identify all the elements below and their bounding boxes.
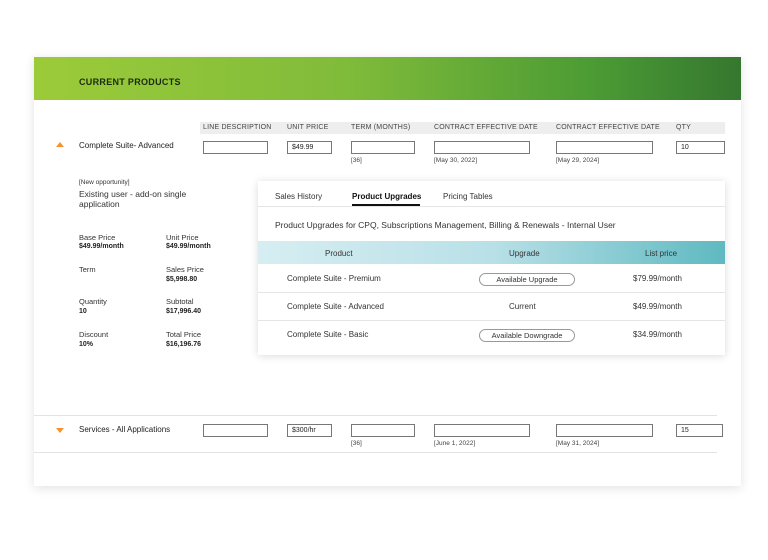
product-details-panel: [258, 181, 725, 355]
tab-pricing-tables[interactable]: Pricing Tables: [443, 192, 493, 201]
panel-title: Product Upgrades for CPQ, Subscriptions Management, Billing & Renewals - Internal User: [275, 220, 616, 230]
line-description-input[interactable]: [203, 141, 268, 154]
total-price-label: Total Price: [166, 330, 202, 339]
qty-input[interactable]: 10: [676, 141, 725, 154]
th-product: Product: [325, 249, 353, 258]
table-row-price: $49.99/month: [633, 302, 682, 311]
available-upgrade-button[interactable]: Available Upgrade: [479, 273, 575, 286]
th-upgrade: Upgrade: [509, 249, 540, 258]
end-date-note: [May 29, 2024]: [556, 157, 599, 164]
tab-product-upgrades[interactable]: Product Upgrades: [352, 192, 422, 201]
row-divider: [34, 415, 717, 416]
col-term: TERM (MONTHS): [351, 124, 411, 131]
col-start-date: CONTRACT EFFECTIVE DATE: [434, 124, 538, 131]
expand-icon[interactable]: [56, 428, 64, 433]
discount-label: Discount: [79, 330, 109, 339]
end-date-input[interactable]: [556, 424, 653, 437]
term-label: Term: [79, 265, 96, 274]
start-date-note: [May 30, 2022]: [434, 157, 477, 164]
end-date-input[interactable]: [556, 141, 653, 154]
col-unit-price: UNIT PRICE: [287, 124, 329, 131]
table-row-price: $79.99/month: [633, 274, 682, 283]
discount-value: 10%: [79, 341, 94, 348]
row-divider: [34, 452, 717, 453]
base-price-label: Base Price: [79, 233, 116, 242]
tab-sales-history[interactable]: Sales History: [275, 192, 323, 201]
qty-input[interactable]: 15: [676, 424, 723, 437]
available-downgrade-button[interactable]: Available Downgrade: [479, 329, 575, 342]
unit-price-input[interactable]: $300/hr: [287, 424, 332, 437]
unit-price-input[interactable]: $49.99: [287, 141, 332, 154]
tab-divider: [258, 206, 725, 207]
table-row-product: Complete Suite - Basic: [287, 330, 369, 339]
end-date-note: [May 31, 2024]: [556, 440, 599, 447]
sales-price-value: $5,998.80: [166, 276, 198, 283]
quantity-label: Quantity: [79, 297, 107, 306]
quantity-value: 10: [79, 308, 87, 315]
sales-price-label: Sales Price: [166, 265, 204, 274]
term-input[interactable]: [351, 424, 415, 437]
collapse-icon[interactable]: [56, 142, 64, 147]
table-row-price: $34.99/month: [633, 330, 682, 339]
start-date-input[interactable]: [434, 141, 530, 154]
total-price-value: $16,196.76: [166, 341, 202, 348]
current-products-card: [34, 57, 741, 486]
opportunity-description: Existing user - add-on single application: [79, 189, 187, 209]
col-qty: QTY: [676, 124, 691, 131]
term-input[interactable]: [351, 141, 415, 154]
start-date-input[interactable]: [434, 424, 530, 437]
table-row-product: Complete Suite - Premium: [287, 274, 381, 283]
line-description-input[interactable]: [203, 424, 268, 437]
unit-price-value: $49.99/month: [166, 243, 211, 250]
row-divider: [258, 292, 725, 293]
row-divider: [258, 320, 725, 321]
term-note: [36]: [351, 440, 362, 447]
header-band: [34, 57, 741, 100]
term-note: [36]: [351, 157, 362, 164]
subtotal-label: Subtotal: [166, 297, 194, 306]
opportunity-tag: [New opportunity]: [79, 179, 130, 186]
start-date-note: [June 1, 2022]: [434, 440, 476, 447]
product-name: Services - All Applications: [79, 425, 171, 434]
col-end-date: CONTRACT EFFECTIVE DATE: [556, 124, 660, 131]
th-list-price: List price: [645, 249, 678, 258]
base-price-value: $49.99/month: [79, 243, 124, 250]
subtotal-value: $17,996.40: [166, 308, 202, 315]
section-title: CURRENT PRODUCTS: [79, 77, 181, 87]
product-name: Complete Suite- Advanced: [79, 141, 174, 150]
table-row-product: Complete Suite - Advanced: [287, 302, 384, 311]
col-line-description: LINE DESCRIPTION: [203, 124, 272, 131]
current-status: Current: [509, 302, 536, 311]
unit-price-label: Unit Price: [166, 233, 199, 242]
